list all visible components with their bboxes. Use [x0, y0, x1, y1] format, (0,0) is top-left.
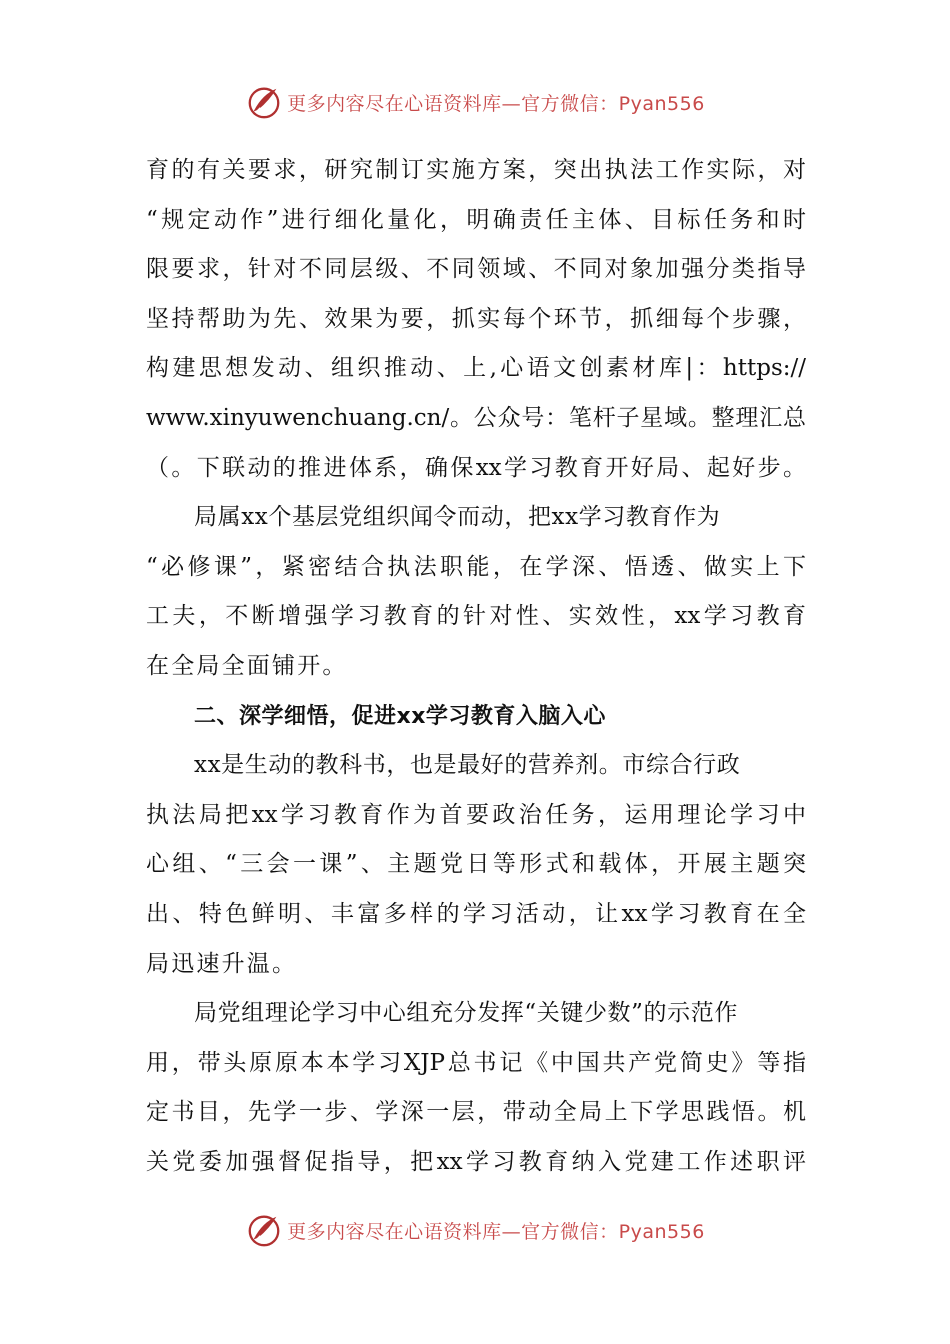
document-body	[146, 146, 806, 1187]
header-banner	[0, 82, 950, 122]
text-line: www.xinyuwenchuang.cn/。公众号：笔杆子星域。整理汇总	[146, 404, 806, 431]
pen-logo-icon	[245, 83, 283, 121]
text-line: 工夫，不断增强学习教育的针对性、实效性，xx学习教育	[146, 603, 806, 630]
text-line: 心组、“三会一课”、主题党日等形式和载体，开展主题突	[146, 851, 806, 878]
footer-banner	[0, 1210, 950, 1250]
banner-inner	[245, 83, 705, 121]
banner-text	[287, 89, 705, 116]
banner-label: 更多内容尽在心语资料库—官方微信：	[287, 1220, 619, 1243]
text-line: 限要求，针对不同层级、不同领域、不同对象加强分类指导	[146, 256, 806, 283]
banner-text	[287, 1217, 705, 1244]
banner-wechat-id: Pyan556	[618, 92, 705, 115]
text-line: 用，带头原原本本学习XJP总书记《中国共产党简史》等指	[146, 1049, 806, 1076]
text-line: xx是生动的教科书，也是最好的营养剂。市综合行政	[194, 752, 741, 779]
text-line: （。下联动的推进体系，确保xx学习教育开好局、起好步。	[146, 454, 806, 481]
text-line: 执法局把xx学习教育作为首要政治任务，运用理论学习中	[146, 801, 806, 828]
text-line: 在全局全面铺开。	[146, 652, 348, 679]
text-line: 局属xx个基层党组织闻令而动，把xx学习教育作为	[194, 504, 721, 531]
pen-logo-icon	[245, 1211, 283, 1249]
text-line: 育的有关要求，研究制订实施方案，突出执法工作实际，对	[146, 157, 806, 183]
text-line: 出、特色鲜明、丰富多样的学习活动，让xx学习教育在全	[146, 900, 806, 927]
text-line: 坚持帮助为先、效果为要，抓实每个环节，抓细每个步骤，	[146, 305, 806, 332]
banner-wechat-id: Pyan556	[618, 1220, 705, 1243]
banner-label: 更多内容尽在心语资料库—官方微信：	[287, 92, 619, 115]
text-line: 关党委加强督促指导，把xx学习教育纳入党建工作述职评	[146, 1148, 806, 1175]
text-line: “规定动作”进行细化量化，明确责任主体、目标任务和时	[146, 206, 806, 233]
text-line: 局党组理论学习中心组充分发挥“关键少数”的示范作	[194, 1000, 738, 1027]
text-line: “必修课”，紧密结合执法职能，在学深、悟透、做实上下	[146, 553, 806, 580]
text-line: 局迅速升温。	[146, 950, 298, 977]
text-line: 构建思想发动、组织推动、上,心语文创素材库|：https://	[146, 355, 806, 382]
text-line: 定书目，先学一步、学深一层，带动全局上下学思践悟。机	[146, 1099, 806, 1126]
section-heading: 二、深学细悟，促进xx学习教育入脑入心	[194, 703, 606, 729]
banner-inner	[245, 1211, 705, 1249]
